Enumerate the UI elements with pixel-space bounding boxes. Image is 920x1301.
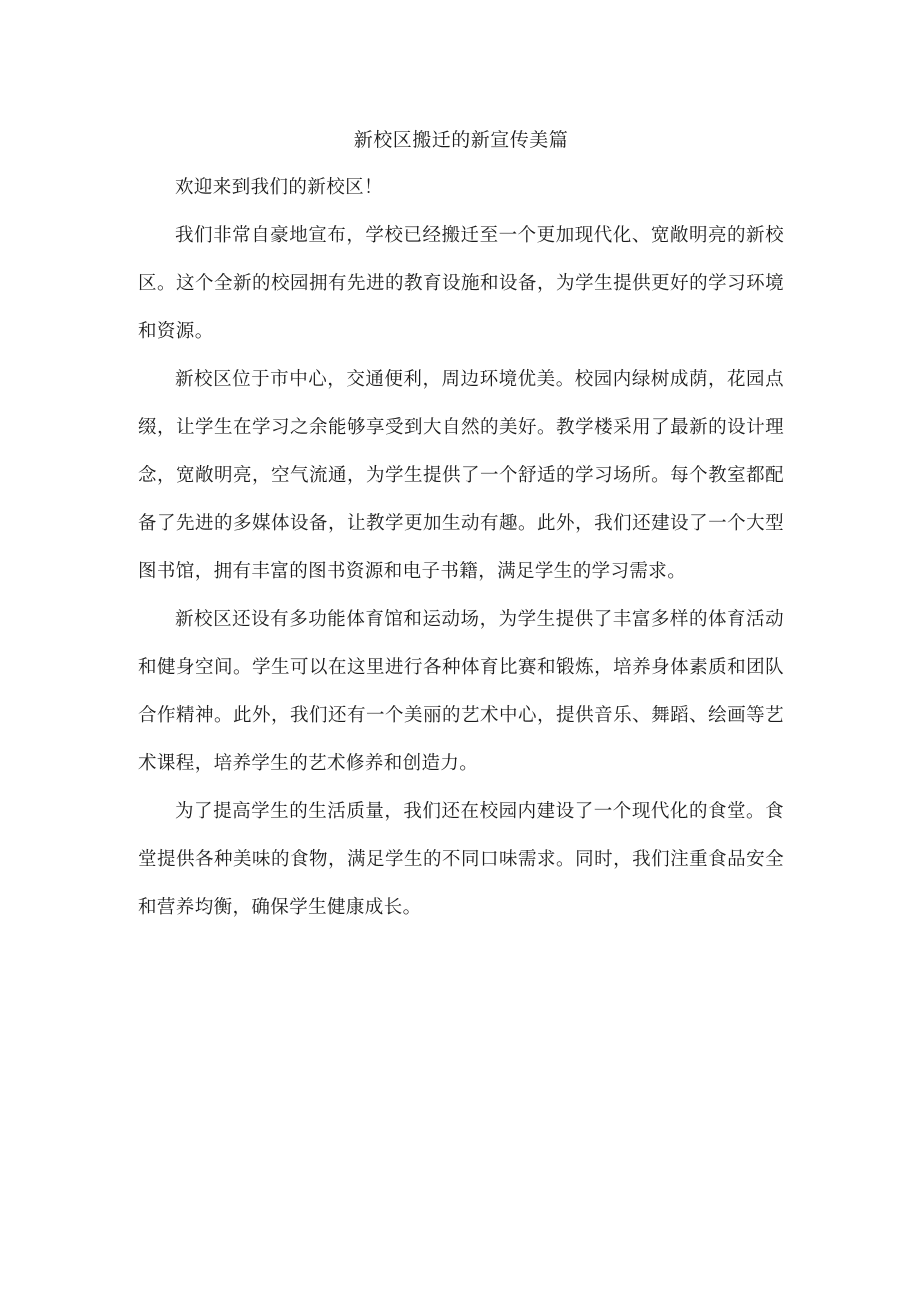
document-title: 新校区搬迁的新宣传美篇 <box>353 129 569 151</box>
paragraph-sports-arts: 新校区还设有多功能体育馆和运动场，为学生提供了丰富多样的体育活动和健身空间。学生可以在这里进行各种体育比赛和锻炼，培养身体素质和团队合作精神。此外，我们还有一个美丽的艺术中心，提供音乐、舞蹈、绘画等艺术课程，培养学生的艺术修养和创造力。 <box>138 609 784 774</box>
paragraph-greeting: 欢迎来到我们的新校区！ <box>175 177 383 198</box>
paragraph-cafeteria: 为了提高学生的生活质量，我们还在校园内建设了一个现代化的食堂。食堂提供各种美味的食物，满足学生的不同口味需求。同时，我们注重食品安全和营养均衡，确保学生健康成长。 <box>138 801 784 918</box>
paragraph-announcement: 我们非常自豪地宣布，学校已经搬迁至一个更加现代化、宽敞明亮的新校区。这个全新的校园拥有先进的教育设施和设备，为学生提供更好的学习环境和资源。 <box>138 225 784 342</box>
document-body <box>138 120 784 932</box>
paragraph-campus-location: 新校区位于市中心，交通便利，周边环境优美。校园内绿树成荫，花园点缀，让学生在学习之余能够享受到大自然的美好。教学楼采用了最新的设计理念，宽敞明亮，空气流通，为学生提供了一个舒适的学习场所。每个教室都配备了先进的多媒体设备，让教学更加生动有趣。此外，我们还建设了一个大型图书馆，拥有丰富的图书资源和电子书籍，满足学生的学习需求。 <box>138 369 784 582</box>
